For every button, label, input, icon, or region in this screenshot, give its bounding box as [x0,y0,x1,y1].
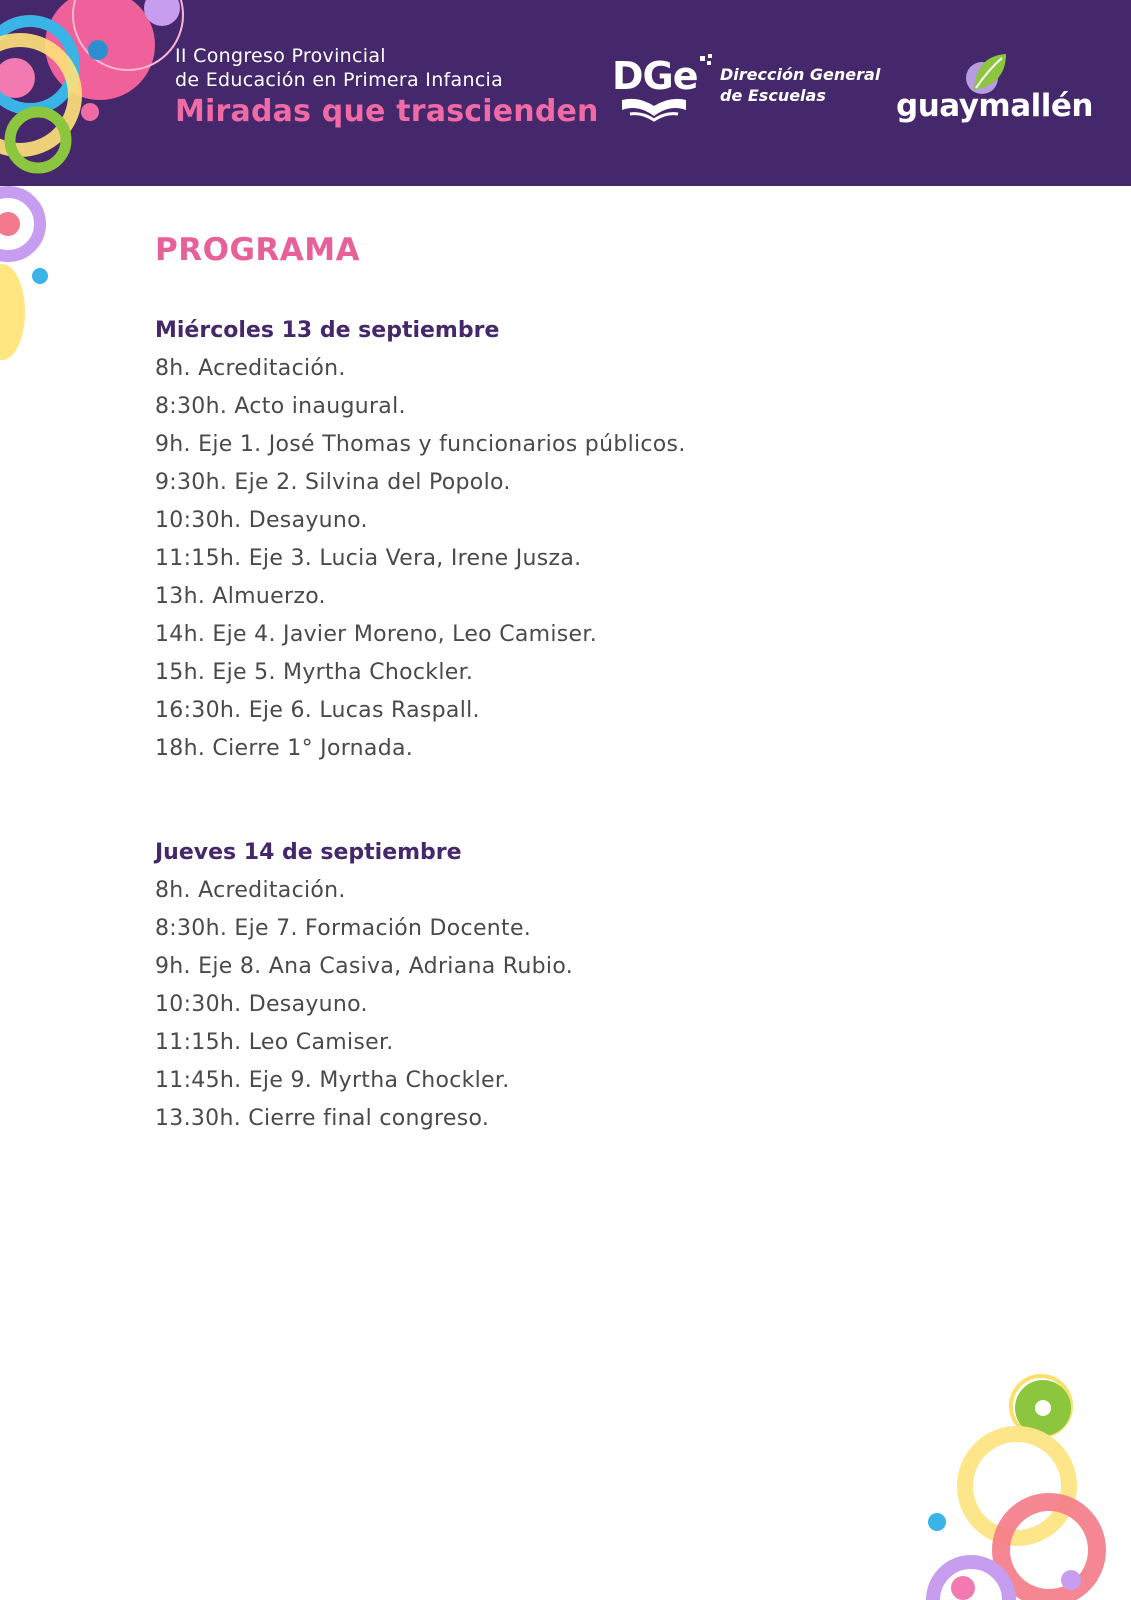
schedule-item: 9h. Eje 8. Ana Casiva, Adriana Rubio. [155,954,573,979]
dge-name-line-2: de Escuelas [720,86,826,105]
decorative-circles-corner [921,1370,1131,1600]
schedule-item: 13.30h. Cierre final congreso. [155,1106,490,1131]
schedule-item: 16:30h. Eje 6. Lucas Raspall. [155,698,480,723]
dge-logo [612,50,882,130]
schedule-item: 11:45h. Eje 9. Myrtha Chockler. [155,1068,510,1093]
schedule-item: 13h. Almuerzo. [155,584,326,609]
schedule-item: 8:30h. Eje 7. Formación Docente. [155,916,532,941]
day-block-thursday [155,834,1055,1138]
day-heading: Jueves 14 de septiembre [155,840,462,865]
schedule-item: 11:15h. Eje 3. Lucia Vera, Irene Jusza. [155,546,582,571]
event-title-line-1: II Congreso Provincial [175,45,386,67]
dge-name-line-1: Dirección General [720,65,881,84]
schedule-item: 9h. Eje 1. José Thomas y funcionarios públicos. [155,432,686,457]
guaymallen-logo [896,48,1096,138]
schedule-item: 10:30h. Desayuno. [155,992,368,1017]
decorative-circles [0,0,190,186]
schedule-item: 8:30h. Acto inaugural. [155,394,406,419]
schedule-list [155,872,1055,1138]
sparkle-icon [698,52,718,72]
page-title: PROGRAMA [155,232,361,268]
schedule-item: 18h. Cierre 1° Jornada. [155,736,414,761]
event-title-line-2: de Educación en Primera Infancia [175,69,504,91]
event-title [175,44,599,132]
header-banner [0,0,1131,186]
schedule-item: 15h. Eje 5. Myrtha Chockler. [155,660,474,685]
schedule-item: 8h. Acreditación. [155,878,346,903]
schedule-list [155,350,1055,768]
schedule-item: 14h. Eje 4. Javier Moreno, Leo Camiser. [155,622,598,647]
open-book-icon [620,96,690,122]
schedule-item: 11:15h. Leo Camiser. [155,1030,394,1055]
dge-name [720,64,880,106]
schedule-item: 10:30h. Desayuno. [155,508,368,533]
day-heading: Miércoles 13 de septiembre [155,318,500,343]
guaymallen-wordmark: guaymallén [896,88,1093,124]
dge-logo-mark: DGe [612,54,698,98]
schedule-item: 8h. Acreditación. [155,356,346,381]
day-block-wednesday [155,312,1055,768]
decorative-circles-left [0,186,60,376]
schedule-item: 9:30h. Eje 2. Silvina del Popolo. [155,470,511,495]
program-content [155,232,1055,1138]
event-tagline: Miradas que trascienden [175,94,599,129]
